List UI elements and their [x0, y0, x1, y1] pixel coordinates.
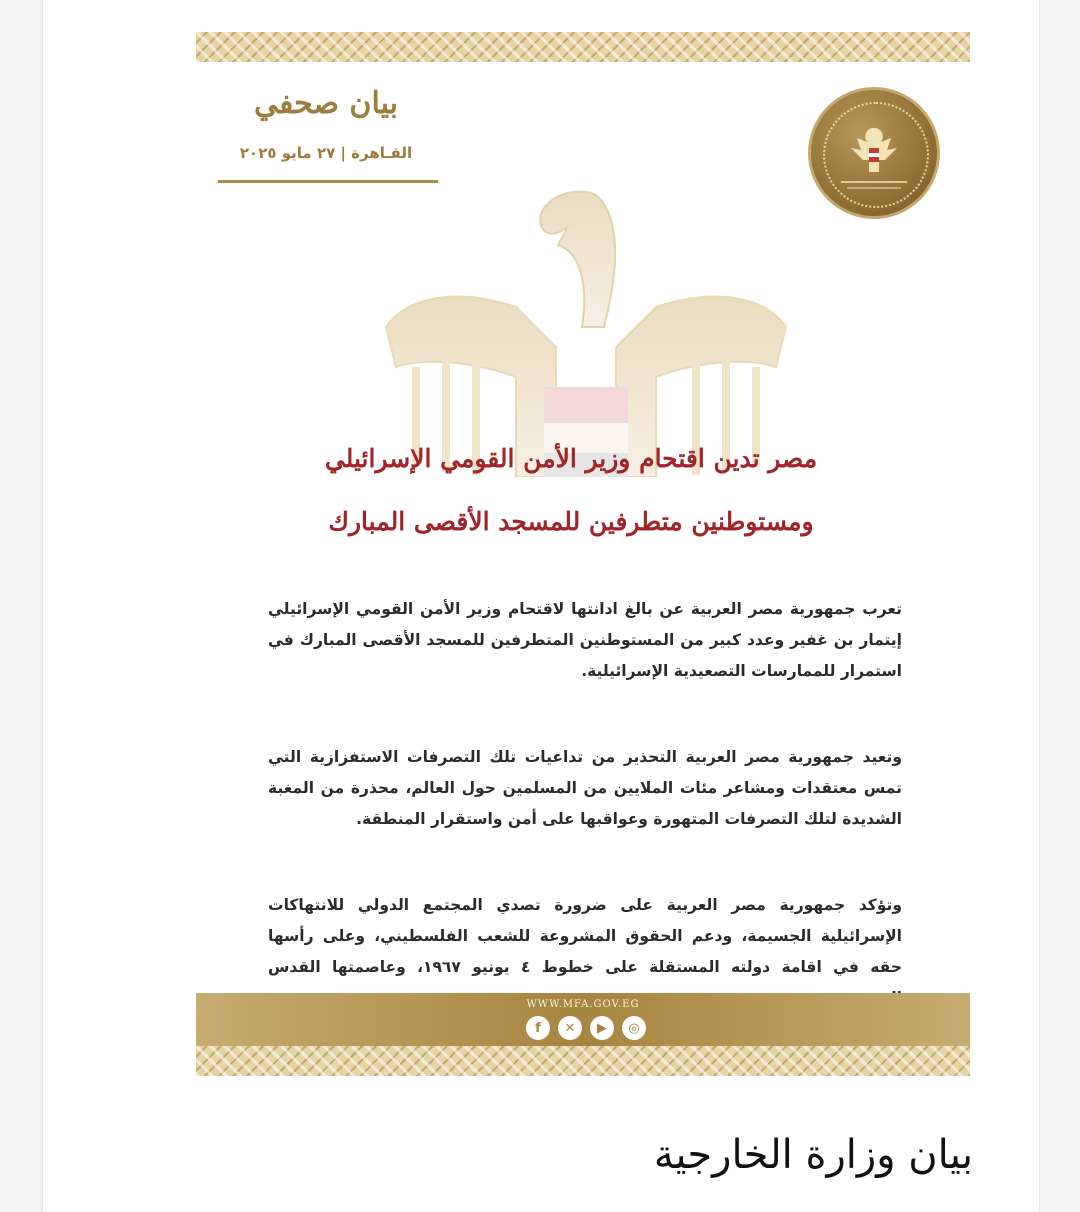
- ornamental-border-top: [196, 32, 970, 62]
- statement-title-line-1: مصر تدين اقتحام وزير الأمن القومي الإسرائيلي: [324, 444, 818, 473]
- social-icons: [526, 1016, 646, 1040]
- footer-band: [196, 993, 970, 1049]
- press-release-heading: بيان صحفي: [253, 86, 399, 121]
- x-icon: ✕: [558, 1016, 582, 1040]
- post-card: [42, 0, 1040, 1212]
- press-release-image[interactable]: [196, 32, 970, 1076]
- body-paragraph: تعرب جمهورية مصر العربية عن بالغ ادانتها لاقتحام وزير الأمن القومي الإسرائيلي إيتمار بن غفير وعدد كبير من المستوطنين المتطرفين للمسجد الأقصى المبارك في استمرار للممارسات التصعيدية الإسرائيلية.: [268, 600, 902, 680]
- instagram-icon: ◎: [622, 1016, 646, 1040]
- dateline: القـاهرة | ٢٧ مايو ٢٠٢٥: [239, 144, 413, 162]
- facebook-icon: f: [526, 1016, 550, 1040]
- body-paragraph: وتعيد جمهورية مصر العربية التحذير من تداعيات تلك التصرفات الاستفزازية التي تمس معتقدات ومشاعر مئات الملايين من المسلمين حول العالم، محذرة من المغبة الشديدة لتلك التصرفات المتهورة وعواقبها على أمن واستقرار المنطقة.: [268, 748, 902, 828]
- post-caption: بيان وزارة الخارجية: [653, 1132, 973, 1178]
- youtube-icon: ▶: [590, 1016, 614, 1040]
- eagle-watermark: [346, 187, 826, 477]
- body-paragraph: وتؤكد جمهورية مصر العربية على ضرورة تصدي المجتمع الدولي للانتهاكات الإسرائيلية الجسيمة، ودعم الحقوق المشروعة للشعب الفلسطيني، وعلى رأسها حقه في اقامة دولته المستقلة على خطوط ٤ يونيو ١٩٦٧، وعاصمتها القدس: [268, 896, 902, 976]
- ministry-seal-logo: [808, 87, 940, 219]
- website-url: WWW.MFA.GOV.EG: [526, 999, 640, 1010]
- statement-title-line-2: ومستوطنين متطرفين للمسجد الأقصى المبارك: [328, 507, 814, 536]
- ornamental-border-bottom: [196, 1046, 970, 1076]
- divider: [218, 180, 438, 183]
